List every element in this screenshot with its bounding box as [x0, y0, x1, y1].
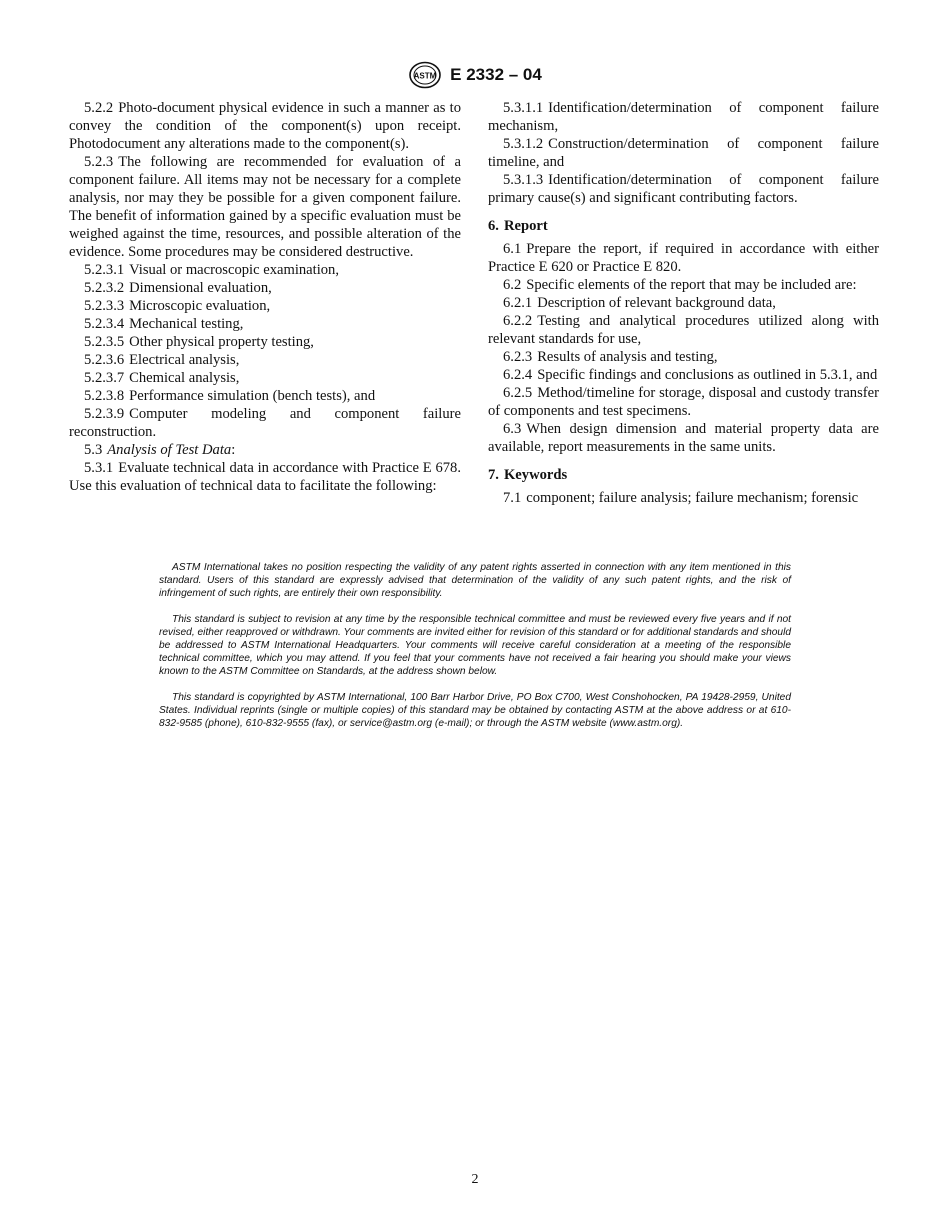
subsection-5-3-heading: 5.3 Analysis of Test Data: [84, 442, 236, 458]
paragraph-6-2-5: 6.2.5 Method/timeline for storage, disposal and custody transfer of components and test specimens. [488, 385, 879, 419]
paragraph-6-2-4: 6.2.4 Specific findings and conclusions as outlined in 5.3.1, and [503, 367, 878, 383]
list-item: 5.2.3.9 Computer modeling and component failure reconstruction. [69, 406, 461, 440]
patent-notice: ASTM International takes no position respecting the validity of any patent rights asserted in connection with any item mentioned in this standard. Users of this standard are expressly advised that determination of the validity of any such patent rights, and the risk of infringement of such rights, are entirely their own responsibility. [159, 562, 791, 600]
paragraph-5-3-1-1: 5.3.1.1 Identification/determination of component failure mechanism, [488, 100, 879, 134]
page-number: 2 [471, 1172, 479, 1187]
list-item: 5.2.3.4 Mechanical testing, [84, 316, 244, 332]
list-item: 5.2.3.5 Other physical property testing, [84, 334, 314, 350]
legal-notices [159, 561, 791, 742]
copyright-notice: This standard is copyrighted by ASTM International, 100 Barr Harbor Drive, PO Box C700, West Conshohocken, PA 19428-2959, United States. Individual reprints (single or multiple copies) of this standard may be obtained by contacting ASTM at the above address or at 610-832-9585 (phone), 610-832-9555 (fax), or service@astm.org (e-mail); or through the ASTM website (www.astm.org). [159, 691, 791, 730]
standard-designation: E 2332 – 04 [450, 65, 542, 84]
section-heading-keywords: 7. Keywords [488, 467, 568, 483]
paragraph-6-3: 6.3 When design dimension and material property data are available, report measurements in the same units. [488, 421, 879, 455]
paragraph-7-1: 7.1 component; failure analysis; failure mechanism; forensic [503, 490, 859, 506]
logo-text: ASTM [413, 71, 437, 81]
paragraph-5-3-1-2: 5.3.1.2 Construction/determination of component failure timeline, and [488, 136, 879, 170]
list-item: 5.2.3.7 Chemical analysis, [84, 370, 240, 386]
section-heading-report: 6. Report [488, 218, 548, 234]
paragraph-6-2-1: 6.2.1 Description of relevant background data, [503, 295, 776, 311]
paragraph-6-2-3: 6.2.3 Results of analysis and testing, [503, 349, 718, 365]
paragraph-6-2-2: 6.2.2 Testing and analytical procedures utilized along with relevant standards for use, [488, 313, 879, 347]
list-item: 5.2.3.3 Microscopic evaluation, [84, 298, 271, 314]
page-header [0, 61, 950, 91]
paragraph-5-2-3: 5.2.3 The following are recommended for evaluation of a component failure. All items may not be necessary for a complete analysis, nor may they be possible for a given component failure. The benefit of information gained by a specific evaluation must be weighed against the time, resources, and possible alteration of the evidence. Some procedures may be considered destructive. [69, 154, 461, 260]
revision-notice: This standard is subject to revision at any time by the responsible technical committee and must be reviewed every five years and if not revised, either reapproved or withdrawn. Your comments are invited either for revision of this standard or for additional standards and should be addressed to ASTM International Headquarters. Your comments will receive careful consideration at a meeting of the responsible technical committee, which you may attend. If you feel that your comments have not received a fair hearing you should make your views known to the ASTM Committee on Standards, at the address shown below. [159, 613, 791, 678]
paragraph-6-2: 6.2 Specific elements of the report that may be included are: [503, 277, 857, 293]
list-item: 5.2.3.1 Visual or macroscopic examination, [84, 262, 339, 278]
list-item: 5.2.3.6 Electrical analysis, [84, 352, 240, 368]
paragraph-5-3-1: 5.3.1 Evaluate technical data in accordance with Practice E 678. Use this evaluation of technical data to facilitate the following: [69, 460, 461, 494]
astm-logo-icon [408, 61, 442, 89]
paragraph-5-3-1-3: 5.3.1.3 Identification/determination of component failure primary cause(s) and significant contributing factors. [488, 172, 879, 206]
left-column [69, 99, 461, 495]
paragraph-5-2-2: 5.2.2 Photo-document physical evidence in such a manner as to convey the condition of the component(s) upon receipt. Photodocument any alterations made to the component(s). [69, 100, 461, 152]
list-item: 5.2.3.2 Dimensional evaluation, [84, 280, 272, 296]
paragraph-6-1: 6.1 Prepare the report, if required in accordance with either Practice E 620 or Practice E 820. [488, 241, 879, 275]
right-column [488, 99, 879, 507]
list-item: 5.2.3.8 Performance simulation (bench tests), and [84, 388, 376, 404]
